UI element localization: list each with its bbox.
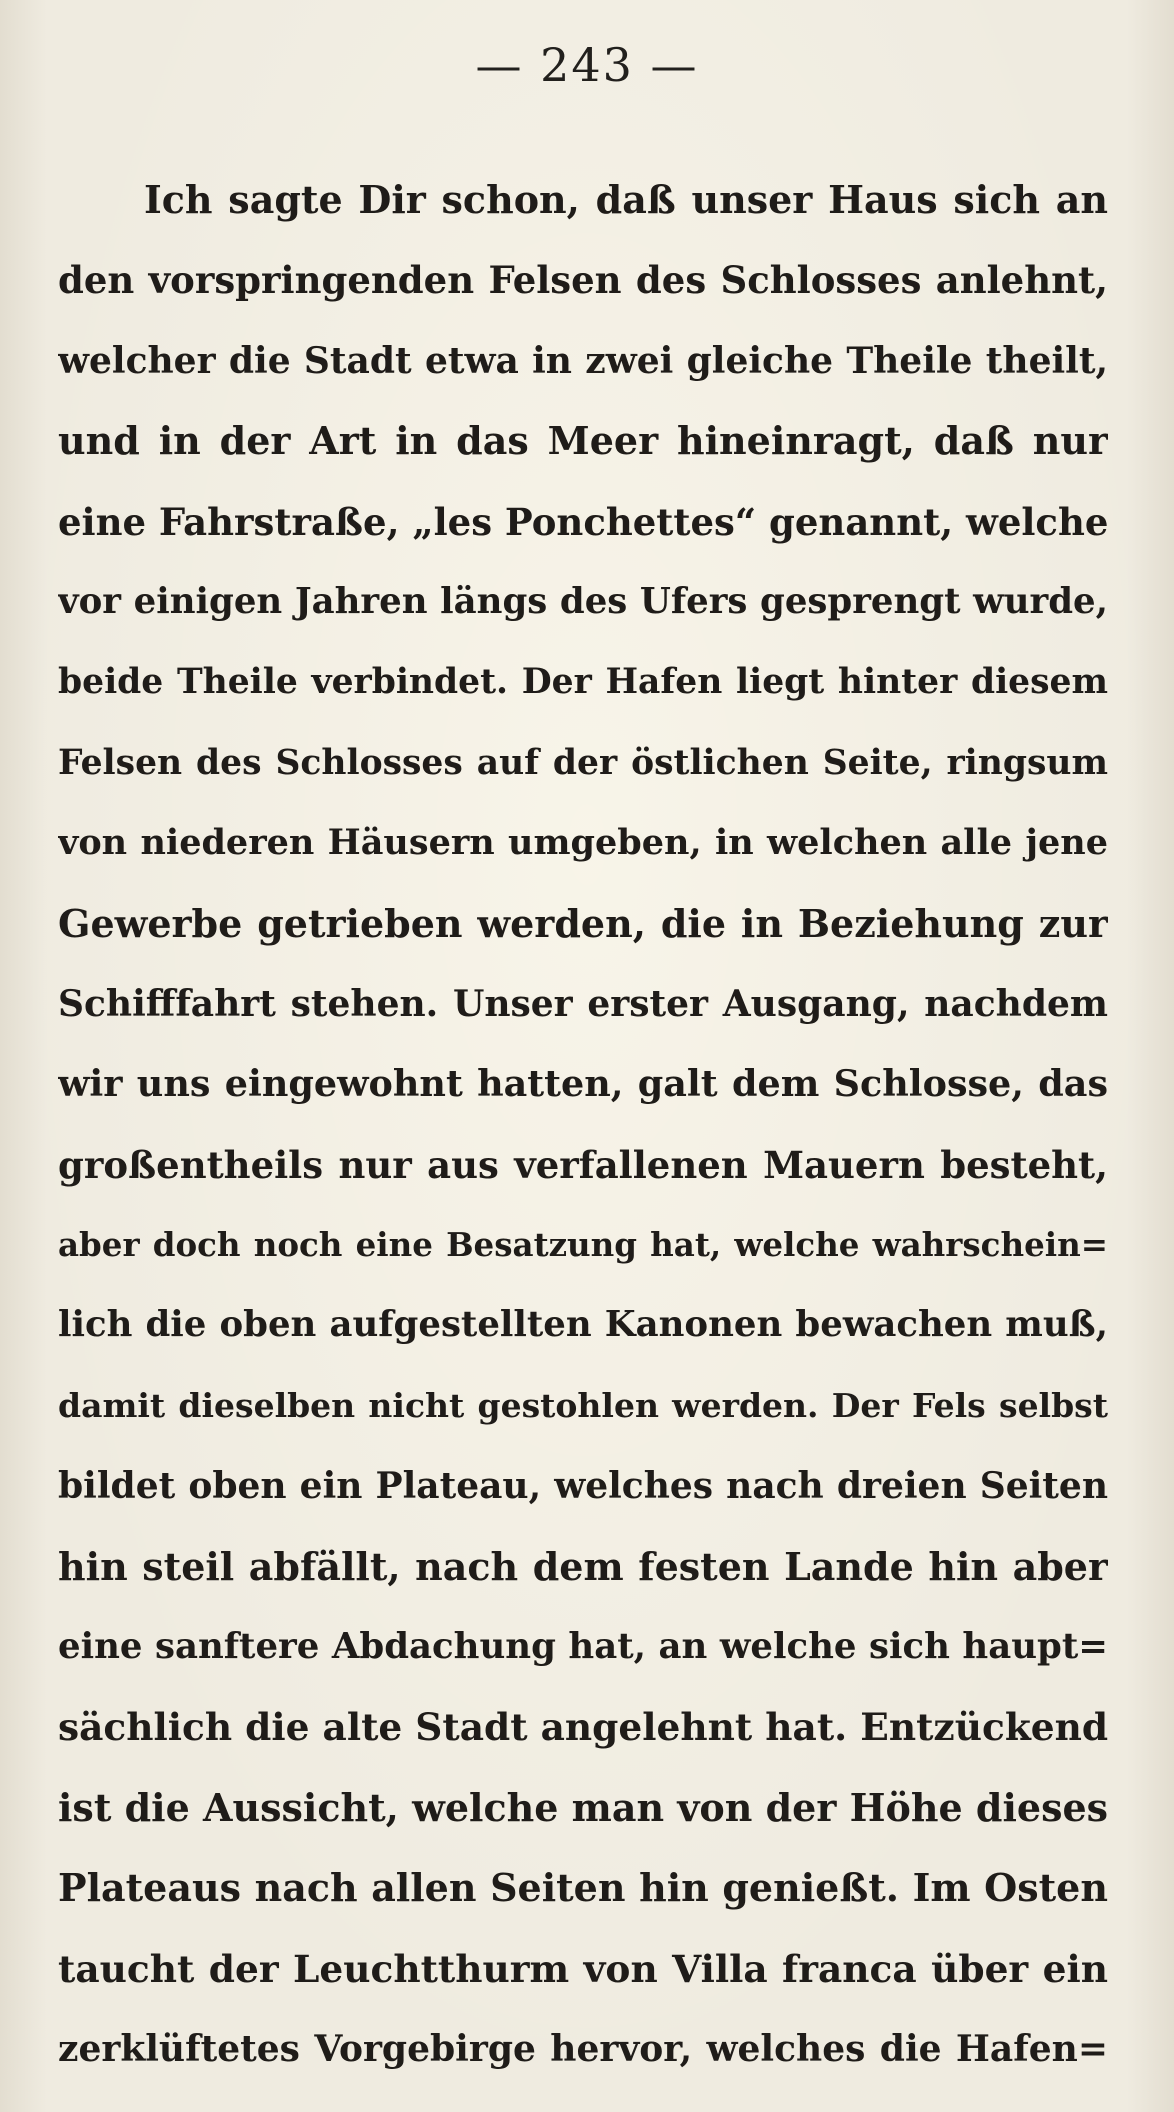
page-number: — 243 —: [475, 38, 699, 92]
text-line: ist die Aussicht, welche man von der Höhe dieses: [58, 1784, 1108, 1830]
text-line: großentheils nur aus verfallenen Mauern besteht,: [58, 1142, 1108, 1187]
text-line: beide Theile verbindet. Der Hafen liegt hinter diesem: [58, 662, 1108, 703]
text-line: damit dieselben nicht gestohlen werden. Der Fels selbst: [58, 1385, 1108, 1425]
text-line: aber doch noch eine Besatzung hat, welche wahrschein=: [58, 1225, 1108, 1265]
text-line: zerklüftetes Vorgebirge hervor, welches die Hafen=: [58, 2027, 1108, 2070]
text-line: Felsen des Schlosses auf der östlichen Seite, ringsum: [58, 742, 1108, 783]
text-line: welcher die Stadt etwa in zwei gleiche Theile theilt,: [58, 339, 1108, 382]
text-line: eine sanftere Abdachung hat, an welche sich haupt=: [58, 1626, 1108, 1668]
text-line: Plateaus nach allen Seiten hin genießt. Im Osten: [58, 1865, 1108, 1911]
text-line: taucht der Leuchtthurm von Villa franca über ein: [58, 1946, 1108, 1991]
text-line: und in der Art in das Meer hineinragt, daß nur: [58, 418, 1108, 464]
text-line: Schifffahrt stehen. Unser erster Ausgang, nachdem: [58, 982, 1108, 1025]
text-line: wir uns eingewohnt hatten, galt dem Schlosse, das: [58, 1062, 1108, 1106]
text-line: Gewerbe getrieben werden, die in Beziehung zur: [58, 900, 1108, 946]
text-line: den vorspringenden Felsen des Schlosses anlehnt,: [58, 258, 1108, 303]
text-line: sächlich die alte Stadt angelehnt hat. Entzückend: [58, 1705, 1108, 1750]
text-line: lich die oben aufgestellten Kanonen bewachen muß,: [58, 1304, 1108, 1346]
text-line: vor einigen Jahren längs des Ufers gesprengt wurde,: [58, 580, 1108, 622]
body-text: [58, 160, 1108, 2089]
text-line: Ich sagte Dir schon, daß unser Haus sich an: [144, 177, 1108, 222]
text-line: bildet oben ein Plateau, welches nach dreien Seiten: [58, 1465, 1108, 1508]
text-line: hin steil abfällt, nach dem festen Lande hin aber: [58, 1543, 1108, 1589]
text-line: von niederen Häusern umgeben, in welchen alle jene: [58, 822, 1108, 864]
text-line: eine Fahrstraße, „les Ponchettes“ genannt, welche: [58, 499, 1108, 544]
